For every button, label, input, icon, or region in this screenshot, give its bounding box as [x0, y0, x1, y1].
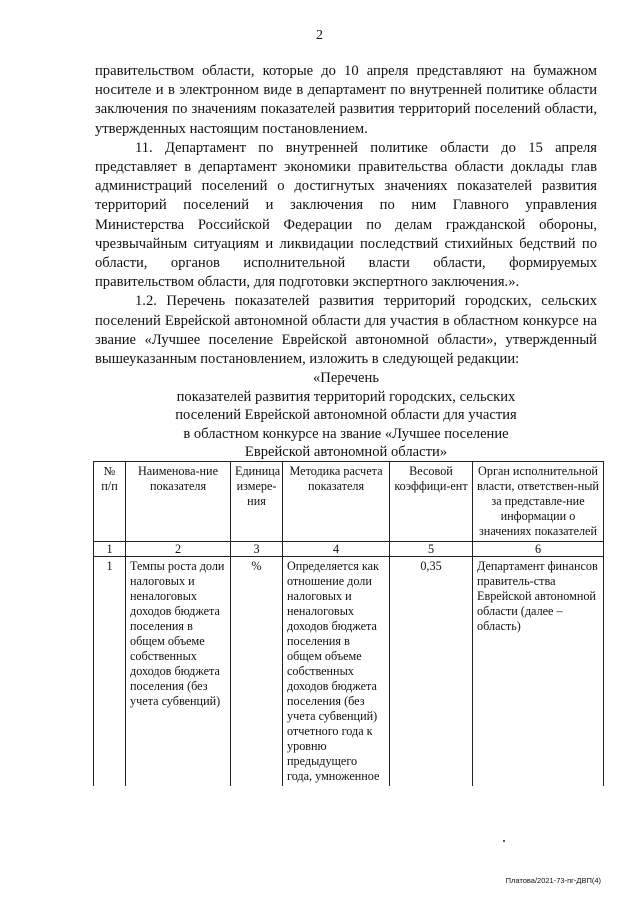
title-line: «Перечень — [312, 370, 379, 386]
indicators-table — [93, 461, 604, 786]
column-number: 1 — [94, 542, 126, 557]
row-name-cell: Темпы роста доли налоговых и неналоговых доходов бюджета поселения в общем объеме собственных доходов бюджета поселения (без учета субвенций) — [126, 557, 231, 787]
column-number: 2 — [126, 542, 231, 557]
column-number: 3 — [231, 542, 283, 557]
header-cell-num: № п/п — [94, 462, 126, 542]
page-number: 2 — [316, 28, 323, 43]
row-unit-cell: % — [231, 557, 283, 787]
table-row — [94, 557, 604, 787]
paragraph-item-11: 11. Департамент по внутренней политике области до 15 апреля представляет в департамент экономики правительства области доклады глав администраций поселений о достигнутых значениях показателей развития территорий поселений и заключения по ним Главного управления Министерства Российской Федерации по делам гражданской обороны, чрезвычайным ситуациям и ликвидации последствий стихийных бедствий по области, органов исполнительной власти области, формируемых правительством области, для подготовки экспертного заключения.». — [95, 139, 597, 291]
title-line: Еврейской автономной области» — [244, 444, 448, 460]
title-line: поселений Еврейской автономной области для участия — [175, 407, 517, 423]
header-cell-weight: Весовой коэффици-ент — [390, 462, 473, 542]
title-line: в областном конкурсе на звание «Лучшее поселение — [183, 425, 509, 442]
paragraph-continuation: правительством области, которые до 10 апреля представляют на бумажном носителе и в электронном виде в департамент по внутренней политике области заключения по значениям показателей развития территорий поселений области, утвержденных настоящим постановлением. — [95, 63, 597, 137]
header-cell-method: Методика расчета показателя — [283, 462, 390, 542]
header-cell-name: Наименова-ние показателя — [126, 462, 231, 542]
header-cell-unit: Единица измере-ния — [231, 462, 283, 542]
document-code-footer: Платова/2021-73-пг-ДВП(4) — [505, 876, 601, 885]
column-number: 5 — [390, 542, 473, 557]
list-title — [95, 369, 597, 462]
column-number: 6 — [473, 542, 604, 557]
paragraph-item-1-2: 1.2. Перечень показателей развития территорий городских, сельских поселений Еврейской автономной области для участия в областном конкурсе на звание «Лучшее поселение Еврейской автономной области», утвержденный вышеуказанным постановлением, изложить в следующей редакции: — [95, 293, 597, 368]
row-organ-cell: Департамент финансов правитель-ства Еврейской автономной области (далее – область) — [473, 557, 604, 787]
row-num-cell: 1 — [94, 557, 126, 787]
title-line: показателей развития территорий городских, сельских — [176, 388, 516, 405]
header-cell-organ: Орган исполнительной власти, ответствен-ный за представле-ние информации о значениях показателей — [473, 462, 604, 542]
scan-speck — [503, 840, 505, 842]
column-number: 4 — [283, 542, 390, 557]
body-text — [95, 62, 597, 369]
row-weight-cell: 0,35 — [390, 557, 473, 787]
table-header-row — [94, 462, 604, 542]
row-method-cell: Определяется как отношение доли налоговых и неналоговых доходов бюджета поселения в общем объеме собственных доходов бюджета поселения (без учета субвенций) отчетного года к уровню предыдущего года, умноженное — [283, 557, 390, 787]
column-number-row — [94, 542, 604, 557]
